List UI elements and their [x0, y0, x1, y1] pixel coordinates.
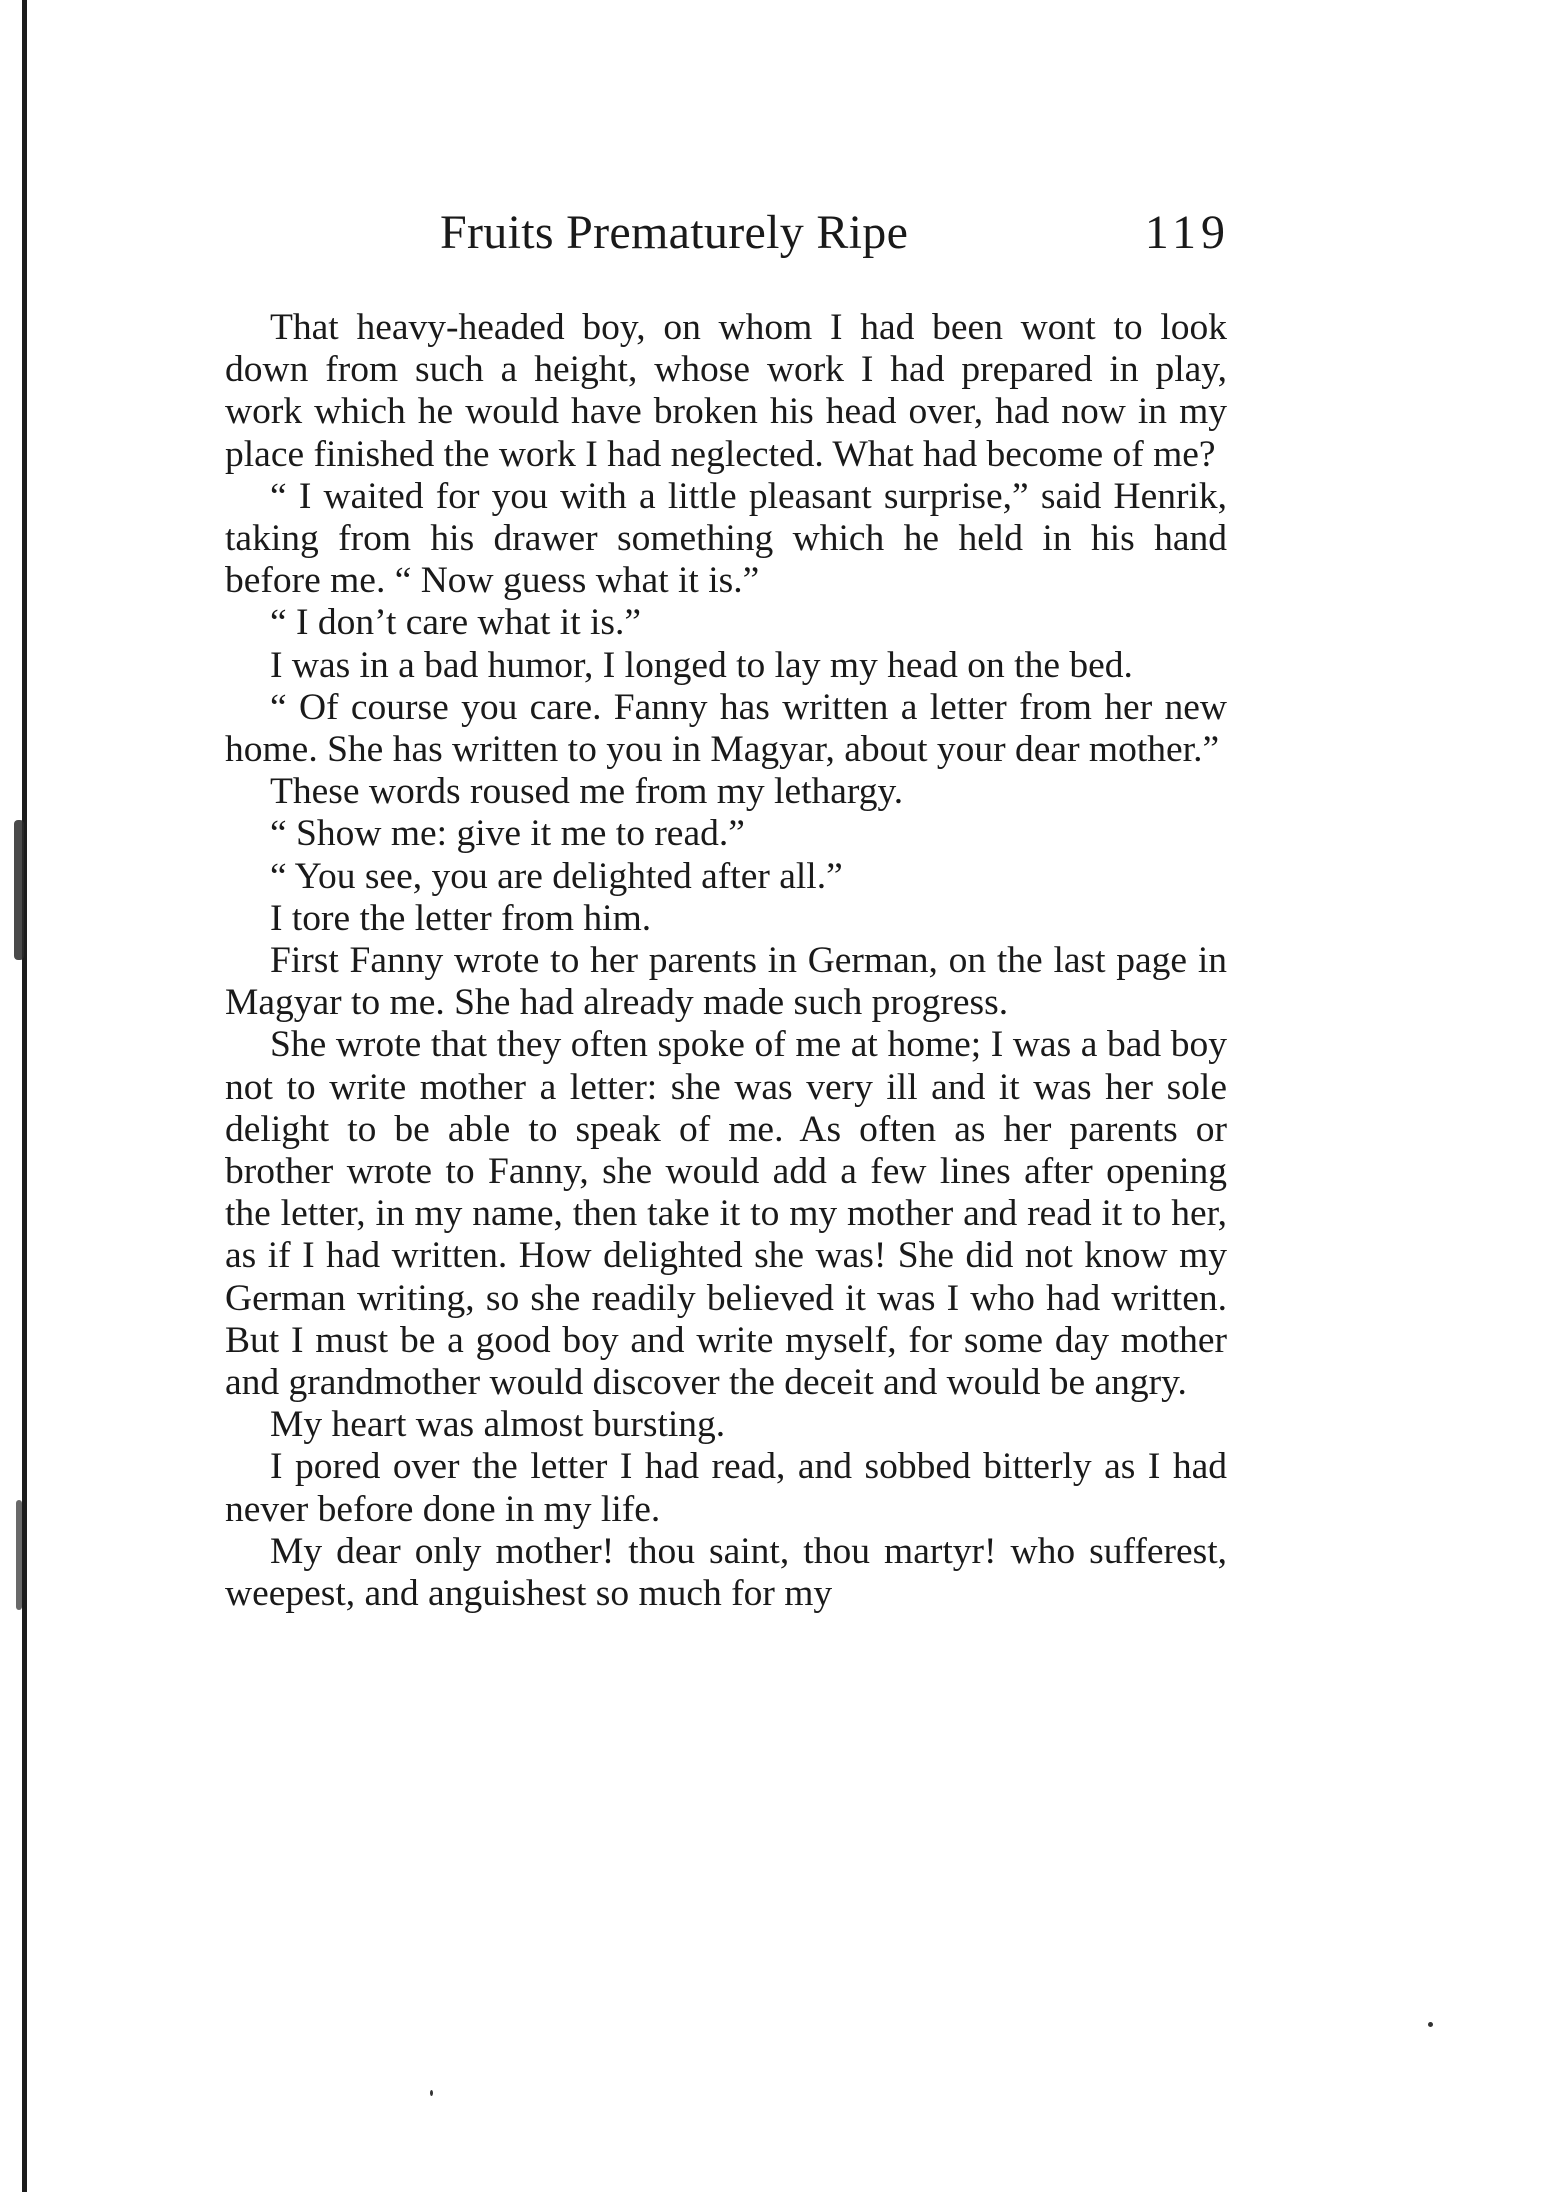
- running-title: Fruits Prematurely Ripe: [440, 206, 909, 259]
- paper-speck: [430, 2090, 433, 2096]
- paragraph: “ Of course you care. Fanny has written a letter from her new home. She has written to you in Magyar, about your dear mother.”: [225, 686, 1227, 771]
- paper-speck: [1428, 2022, 1433, 2027]
- paragraph: My heart was almost bursting.: [270, 1404, 726, 1446]
- paragraph: These words roused me from my lethargy.: [270, 771, 904, 813]
- paragraph: I pored over the letter I had read, and sobbed bitterly as I had never before done in my life.: [225, 1446, 1227, 1530]
- paragraph: “ I waited for you with a little pleasant surprise,” said Henrik, taking from his drawer something which he held in his hand before me. “ Now guess what it is.”: [225, 475, 1227, 602]
- paragraph: “ I don’t care what it is.”: [270, 602, 642, 644]
- body-text: [225, 307, 1227, 1615]
- paragraph: I tore the letter from him.: [270, 897, 652, 939]
- paragraph: She wrote that they often spoke of me at home; I was a bad boy not to write mother a letter: she was very ill and it was her sole delight to be able to speak of me. As often as her parents or brother wrote to Fanny, she would add a few lines after opening the letter, in my name, then take it to my mother and read it to her, as if I had written. How delighted she was! She did not know my German writing, so she readily believed it was I who had written. But I must be a good boy and write myself, for some day mother and grandmother would discover the deceit and would be angry.: [225, 1024, 1227, 1404]
- paragraph: “ You see, you are delighted after all.”: [270, 855, 843, 897]
- paragraph: First Fanny wrote to her parents in German, on the last page in Magyar to me. She had already made such progress.: [225, 940, 1227, 1024]
- paragraph: I was in a bad humor, I longed to lay my head on the bed.: [270, 644, 1133, 686]
- paragraph: “ Show me: give it me to read.”: [270, 813, 745, 855]
- paragraph: That heavy-headed boy, on whom I had been wont to look down from such a height, whose work I had prepared in play, work which he would have broken his head over, had now in my place finished the work I had neglected. What had become of me?: [225, 307, 1227, 475]
- page-header: [440, 205, 1230, 265]
- page-number: 119: [1144, 206, 1230, 259]
- paragraph: My dear only mother! thou saint, thou martyr! who sufferest, weepest, and anguishest so much for my: [225, 1530, 1227, 1615]
